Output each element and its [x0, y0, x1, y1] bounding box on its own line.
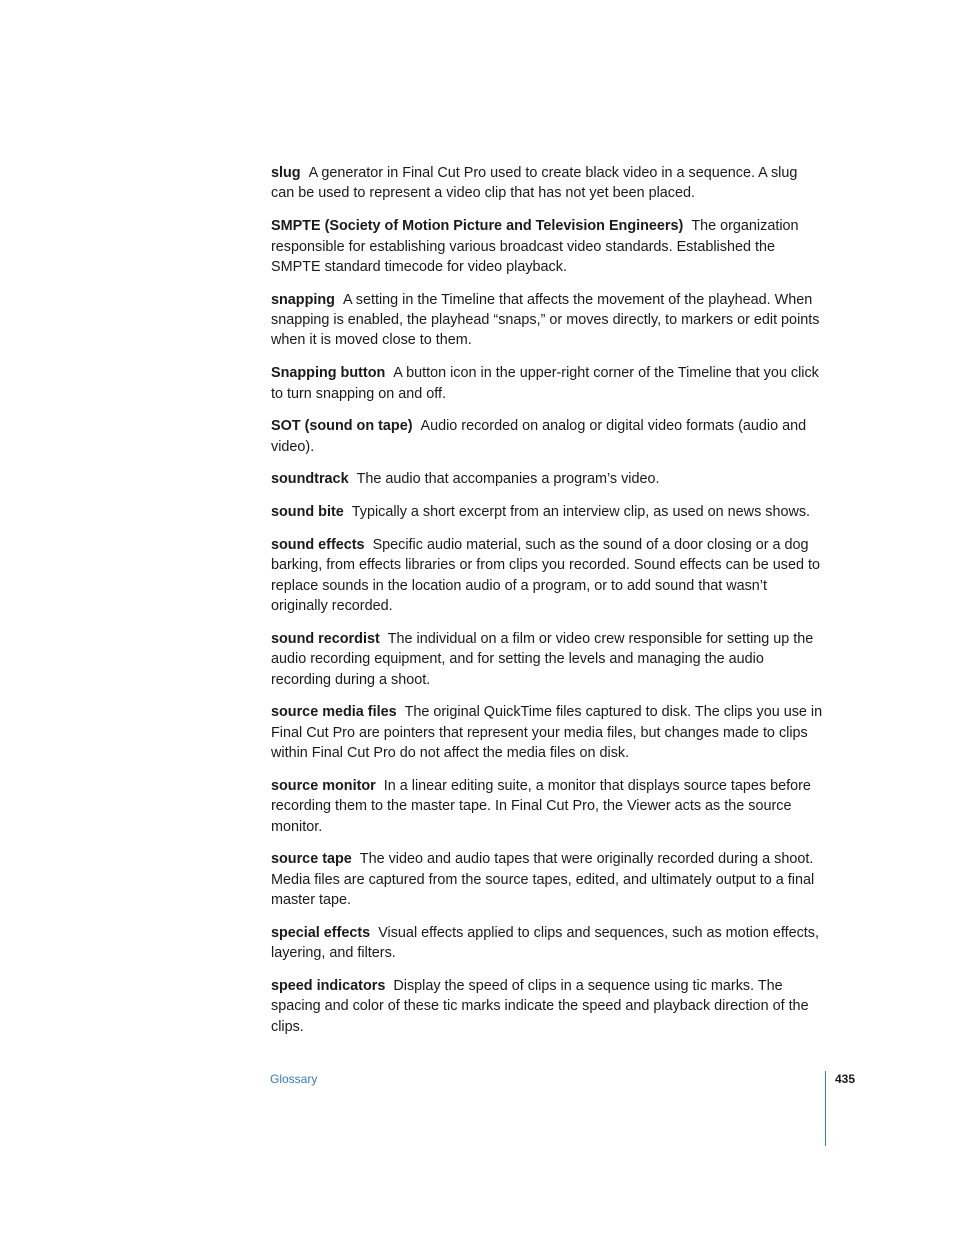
glossary-definition: Display the speed of clips in a sequence using tic marks. The spacing and color of these tic marks indicate the speed and playback direction of the clips.	[271, 977, 809, 1035]
glossary-definition: Audio recorded on analog or digital video formats (audio and video).	[271, 418, 807, 455]
footer-section-label: Glossary	[270, 1072, 318, 1086]
glossary-term: Snapping button	[271, 365, 386, 382]
page-number: 435	[835, 1072, 856, 1086]
glossary-entry	[271, 416, 823, 457]
glossary-entry	[271, 363, 823, 404]
glossary-definition: The video and audio tapes that were originally recorded during a shoot. Media files are captured from the source tapes, edited, and ultimately output to a final master tape.	[271, 851, 815, 909]
glossary-term: snapping	[271, 291, 335, 308]
glossary-content	[271, 163, 823, 1049]
glossary-entry	[271, 976, 823, 1037]
glossary-term: soundtrack	[271, 471, 349, 488]
glossary-term: slug	[271, 165, 301, 181]
glossary-entry	[271, 629, 823, 690]
glossary-term: SMPTE (Society of Motion Picture and Television Engineers)	[271, 218, 684, 235]
glossary-entry	[271, 849, 823, 910]
glossary-entry	[271, 290, 823, 351]
glossary-term: source media files	[271, 704, 397, 721]
glossary-entry	[271, 163, 823, 204]
glossary-definition: Typically a short excerpt from an interview clip, as used on news shows.	[351, 504, 811, 521]
glossary-definition: The individual on a film or video crew responsible for setting up the audio recording equipment, and for setting the levels and managing the audio recording during a shoot.	[271, 630, 814, 688]
glossary-definition: A button icon in the upper-right corner of the Timeline that you click to turn snapping on and off.	[271, 365, 819, 402]
glossary-definition: The original QuickTime files captured to disk. The clips you use in Final Cut Pro are pointers that represent your media files, but changes made to clips within Final Cut Pro do not affect the media files on disk.	[271, 704, 823, 762]
glossary-term: source monitor	[271, 777, 376, 794]
glossary-term: sound recordist	[271, 630, 380, 647]
glossary-entry	[271, 702, 823, 763]
glossary-definition: Specific audio material, such as the sound of a door closing or a dog barking, from effects libraries or from clips you recorded. Sound effects can be used to replace sounds in the location audio of a program, or to add sound that wasn’t originally recorded.	[271, 536, 820, 614]
glossary-term: SOT (sound on tape)	[271, 418, 413, 435]
glossary-definition: A generator in Final Cut Pro used to create black video in a sequence. A slug can be used to represent a video clip that has not yet been placed.	[271, 165, 798, 202]
glossary-entry	[271, 776, 823, 837]
glossary-definition: In a linear editing suite, a monitor that displays source tapes before recording them to the master tape. In Final Cut Pro, the Viewer acts as the source monitor.	[271, 777, 811, 835]
glossary-term: source tape	[271, 851, 352, 868]
glossary-entry	[271, 216, 823, 277]
glossary-definition: Visual effects applied to clips and sequences, such as motion effects, layering, and filters.	[271, 924, 819, 962]
glossary-entry	[271, 502, 823, 522]
glossary-entry	[271, 469, 823, 489]
glossary-term: special effects	[271, 924, 371, 941]
glossary-term: sound bite	[271, 504, 344, 521]
glossary-definition: The organization responsible for establishing various broadcast video standards. Established the SMPTE standard timecode for video playback.	[271, 218, 799, 275]
glossary-definition: The audio that accompanies a program’s video.	[356, 471, 660, 488]
footer-divider	[825, 1071, 826, 1146]
glossary-term: speed indicators	[271, 977, 386, 994]
glossary-definition: A setting in the Timeline that affects the movement of the playhead. When snapping is enabled, the playhead “snaps,” or moves directly, to markers or edit points when it is moved close to them.	[271, 291, 820, 349]
glossary-entry	[271, 923, 823, 964]
glossary-term: sound effects	[271, 536, 365, 553]
glossary-entry	[271, 535, 823, 617]
